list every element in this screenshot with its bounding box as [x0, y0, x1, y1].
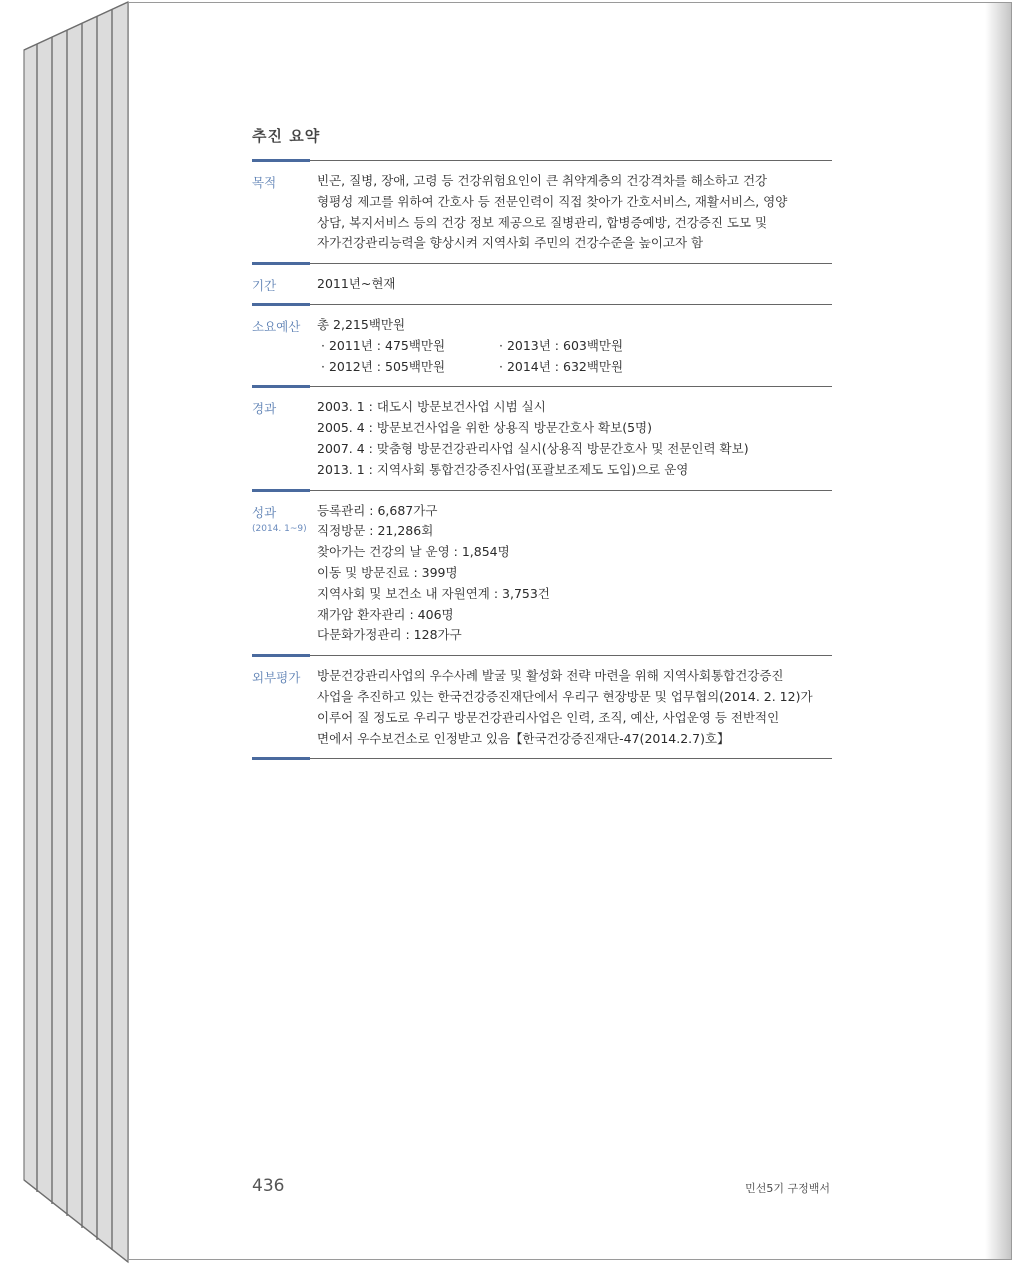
table-row-results: [252, 490, 832, 656]
table-row-period: [252, 263, 832, 304]
text-line: 직정방문 : 21,286회: [317, 523, 434, 539]
text-line: 상담, 복지서비스 등의 건강 정보 제공으로 질병관리, 합병증예방, 건강증진 도모 및: [317, 214, 768, 230]
text-line: 찾아가는 건강의 날 운영 : 1,854명: [317, 544, 510, 560]
text-line: 이루어 질 정도로 우리구 방문건강관리사업은 인력, 조직, 예산, 사업운영 등 전반적인: [317, 709, 780, 725]
text-line: 이동 및 방문진료 : 399명: [317, 564, 458, 580]
text-line: 사업을 추진하고 있는 한국건강증진재단에서 우리구 현장방문 및 업무협의(2014. 2. 12)가: [317, 688, 813, 704]
page-edge-shadow: [985, 3, 1011, 1259]
budget-item: · 2013년 : 603백만원: [499, 337, 624, 353]
text-line: 2011년~현재: [317, 276, 396, 292]
table-row-external-evaluation: [252, 655, 832, 758]
row-value: [317, 387, 832, 489]
budget-line: [317, 336, 832, 357]
row-key: 목적: [252, 175, 277, 190]
text-line: 빈곤, 질병, 장애, 고령 등 건강위험요인이 큰 취약계층의 건강격차를 해소하고 건강: [317, 173, 768, 188]
row-value: [317, 264, 832, 304]
budget-total: 총 2,215백만원: [317, 316, 406, 332]
text-line: 지역사회 및 보건소 내 자원연계 : 3,753건: [317, 585, 550, 601]
table-row-purpose: [252, 160, 832, 263]
row-key: 경과: [252, 401, 277, 417]
table-bottom-rule: [252, 758, 832, 759]
book-title: 민선5기 구정백서: [745, 1182, 830, 1195]
key-accent-bar: [252, 303, 310, 306]
text-line: 방문건강관리사업의 우수사례 발굴 및 활성화 전략 마련을 위해 지역사회통합건강증진: [317, 668, 784, 684]
key-accent-bar: [252, 757, 310, 760]
text-line: 2007. 4 : 맞춤형 방문건강관리사업 실시(상용직 방문간호사 및 전문인력 확보): [317, 440, 749, 456]
text-line: 면에서 우수보건소로 인정받고 있음【한국건강증진재단-47(2014.2.7)호】: [317, 730, 730, 746]
key-accent-bar: [252, 262, 310, 265]
text-line: 재가암 환자관리 : 406명: [317, 606, 454, 622]
row-key-label: 성과: [252, 504, 277, 520]
row-value: [317, 305, 832, 386]
page-stack-edges: [0, 0, 140, 1264]
budget-item: · 2011년 : 475백만원: [321, 337, 446, 353]
section-title: 추진 요약: [252, 127, 321, 145]
key-accent-bar: [252, 385, 310, 388]
key-accent-bar: [252, 654, 310, 657]
row-key: [252, 503, 314, 535]
text-line: 2005. 4 : 방문보건사업을 위한 상용직 방문간호사 확보(5명): [317, 420, 652, 436]
text-line: 자가건강관리능력을 향상시켜 지역사회 주민의 건강수준을 높이고자 함: [317, 235, 704, 251]
table-row-history: [252, 386, 832, 489]
row-value: [317, 656, 832, 758]
text-line: 2013. 1 : 지역사회 통합건강증진사업(포괄보조제도 도입)으로 운영: [317, 461, 689, 477]
table-row-budget: [252, 304, 832, 386]
budget-item: · 2014년 : 632백만원: [499, 358, 624, 374]
summary-table: [252, 160, 832, 759]
row-key: 소요예산: [252, 318, 301, 334]
text-line: 형평성 제고를 위하여 간호사 등 전문인력이 직접 찾아가 간호서비스, 재활서비스, 영양: [317, 193, 788, 209]
text-line: 다문화가정관리 : 128가구: [317, 627, 462, 643]
row-key: 기간: [252, 278, 277, 294]
row-value: [317, 491, 832, 656]
row-key: 외부평가: [252, 670, 301, 686]
budget-item: · 2012년 : 505백만원: [321, 358, 446, 374]
page-number: 436: [252, 1176, 285, 1196]
row-key-sub: (2014. 1~9): [252, 523, 307, 534]
text-line: 등록관리 : 6,687가구: [317, 502, 438, 518]
text-line: 2003. 1 : 대도시 방문보건사업 시범 실시: [317, 399, 546, 415]
key-accent-bar: [252, 489, 310, 492]
row-value: [317, 161, 832, 263]
key-accent-bar: [252, 159, 310, 162]
budget-line: [317, 357, 832, 378]
